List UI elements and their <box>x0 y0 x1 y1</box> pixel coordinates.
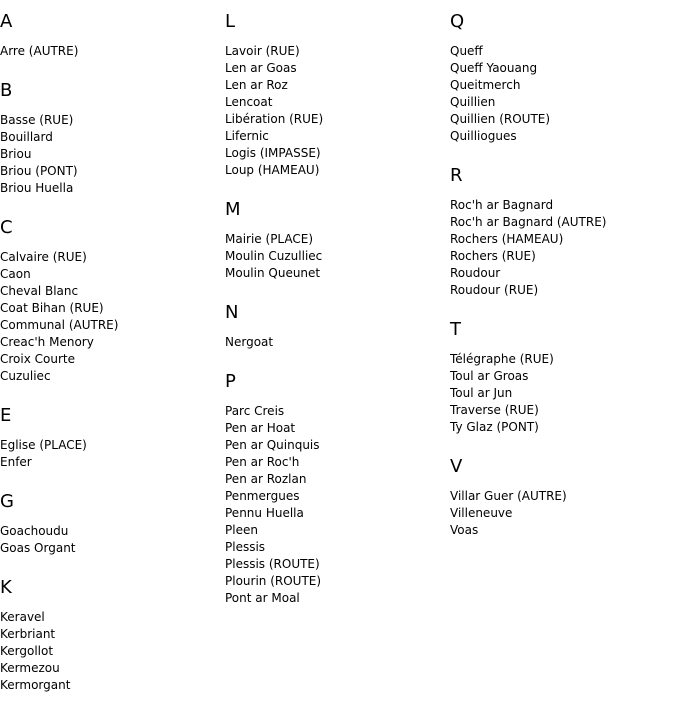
street-link[interactable]: Calvaire (RUE) <box>0 250 87 264</box>
street-link[interactable]: Voas <box>450 523 479 537</box>
street-link[interactable]: Pen ar Quinquis <box>225 438 320 452</box>
street-list <box>450 43 670 145</box>
index-column-2 <box>225 0 445 628</box>
letter-section-v <box>450 457 670 539</box>
street-list <box>225 334 445 351</box>
street-link[interactable]: Logis (IMPASSE) <box>225 146 321 160</box>
street-link[interactable]: Goachoudu <box>0 524 69 538</box>
street-link[interactable]: Toul ar Groas <box>450 369 529 383</box>
street-link[interactable]: Roc'h ar Bagnard (AUTRE) <box>450 215 607 229</box>
street-link[interactable]: Rochers (RUE) <box>450 249 536 263</box>
street-link[interactable]: Parc Creis <box>225 404 285 418</box>
street-link[interactable]: Traverse (RUE) <box>450 403 539 417</box>
street-link[interactable]: Pen ar Hoat <box>225 421 296 435</box>
street-link[interactable]: Pleen <box>225 523 258 537</box>
street-link[interactable]: Roc'h ar Bagnard <box>450 198 554 212</box>
street-list <box>0 437 220 471</box>
street-link[interactable]: Kergollot <box>0 644 54 658</box>
street-list <box>0 523 220 557</box>
street-link[interactable]: Nergoat <box>225 335 274 349</box>
street-link[interactable]: Coat Bihan (RUE) <box>0 301 104 315</box>
letter-section-c <box>0 218 220 385</box>
street-link[interactable]: Creac'h Menory <box>0 335 94 349</box>
letter-section-p <box>225 372 445 607</box>
street-link[interactable]: Briou <box>0 147 32 161</box>
street-link[interactable]: Moulin Queunet <box>225 266 321 280</box>
street-link[interactable]: Caon <box>0 267 31 281</box>
street-link[interactable]: Briou (PONT) <box>0 164 78 178</box>
street-list <box>225 403 445 607</box>
letter-heading: E <box>0 405 12 426</box>
street-link[interactable]: Mairie (PLACE) <box>225 232 314 246</box>
street-link[interactable]: Cuzuliec <box>0 369 51 383</box>
street-list <box>225 231 445 282</box>
street-link[interactable]: Briou Huella <box>0 181 74 195</box>
letter-section-n <box>225 303 445 351</box>
street-list <box>0 43 220 60</box>
letter-heading: A <box>0 11 13 32</box>
letter-heading: P <box>225 371 236 392</box>
street-link[interactable]: Eglise (PLACE) <box>0 438 87 452</box>
letter-section-k <box>0 578 220 694</box>
letter-heading: K <box>0 577 12 598</box>
street-link[interactable]: Goas Organt <box>0 541 76 555</box>
letter-heading: M <box>225 199 241 220</box>
letter-section-g <box>0 492 220 557</box>
letter-heading: C <box>0 217 13 238</box>
letter-section-l <box>225 12 445 179</box>
letter-section-r <box>450 166 670 299</box>
street-link[interactable]: Roudour (RUE) <box>450 283 539 297</box>
letter-section-b <box>0 81 220 197</box>
index-column-1 <box>0 0 220 715</box>
letter-heading: V <box>450 456 463 477</box>
letter-heading: Q <box>450 11 465 32</box>
street-link[interactable]: Kermezou <box>0 661 60 675</box>
street-link[interactable]: Villeneuve <box>450 506 513 520</box>
letter-section-q <box>450 12 670 145</box>
street-link[interactable]: Len ar Goas <box>225 61 297 75</box>
letter-heading: N <box>225 302 239 323</box>
street-list <box>450 488 670 539</box>
letter-heading: T <box>450 319 461 340</box>
street-link[interactable]: Pont ar Moal <box>225 591 300 605</box>
street-link[interactable]: Lencoat <box>225 95 273 109</box>
street-link[interactable]: Penmergues <box>225 489 300 503</box>
street-link[interactable]: Kerbriant <box>0 627 56 641</box>
street-list <box>0 609 220 694</box>
street-link[interactable]: Télégraphe (RUE) <box>450 352 554 366</box>
street-link[interactable]: Arre (AUTRE) <box>0 44 79 58</box>
street-link[interactable]: Lavoir (RUE) <box>225 44 300 58</box>
letter-heading: L <box>225 11 236 32</box>
street-link[interactable]: Queff <box>450 44 483 58</box>
street-list <box>450 351 670 436</box>
letter-section-a <box>0 12 220 60</box>
letter-heading: R <box>450 165 463 186</box>
street-link[interactable]: Plessis <box>225 540 266 554</box>
street-link[interactable]: Roudour <box>450 266 501 280</box>
street-link[interactable]: Plourin (ROUTE) <box>225 574 322 588</box>
street-link[interactable]: Quillien <box>450 95 496 109</box>
street-link[interactable]: Pennu Huella <box>225 506 304 520</box>
street-link[interactable]: Pen ar Rozlan <box>225 472 307 486</box>
street-link[interactable]: Loup (HAMEAU) <box>225 163 320 177</box>
street-link[interactable]: Enfer <box>0 455 32 469</box>
letter-heading: G <box>0 491 14 512</box>
street-list <box>0 112 220 197</box>
street-link[interactable]: Bouillard <box>0 130 53 144</box>
street-link[interactable]: Moulin Cuzulliec <box>225 249 323 263</box>
street-link[interactable]: Kermorgant <box>0 678 71 692</box>
street-link[interactable]: Villar Guer (AUTRE) <box>450 489 567 503</box>
street-link[interactable]: Queff Yaouang <box>450 61 538 75</box>
street-link[interactable]: Lifernic <box>225 129 269 143</box>
street-link[interactable]: Croix Courte <box>0 352 75 366</box>
street-link[interactable]: Quillien (ROUTE) <box>450 112 551 126</box>
street-link[interactable]: Rochers (HAMEAU) <box>450 232 564 246</box>
letter-section-e <box>0 406 220 471</box>
street-list <box>450 197 670 299</box>
street-link[interactable]: Keravel <box>0 610 45 624</box>
letter-heading: B <box>0 80 13 101</box>
street-link[interactable]: Communal (AUTRE) <box>0 318 119 332</box>
street-link[interactable]: Queitmerch <box>450 78 521 92</box>
letter-section-t <box>450 320 670 436</box>
index-column-3 <box>450 0 670 560</box>
street-link[interactable]: Libération (RUE) <box>225 112 324 126</box>
street-link[interactable]: Ty Glaz (PONT) <box>450 420 539 434</box>
street-link[interactable]: Basse (RUE) <box>0 113 74 127</box>
letter-section-m <box>225 200 445 282</box>
street-link[interactable]: Toul ar Jun <box>450 386 513 400</box>
street-list <box>225 43 445 179</box>
street-link[interactable]: Plessis (ROUTE) <box>225 557 320 571</box>
street-link[interactable]: Cheval Blanc <box>0 284 79 298</box>
street-link[interactable]: Pen ar Roc'h <box>225 455 300 469</box>
street-link[interactable]: Quilliogues <box>450 129 517 143</box>
street-link[interactable]: Len ar Roz <box>225 78 288 92</box>
street-list <box>0 249 220 385</box>
